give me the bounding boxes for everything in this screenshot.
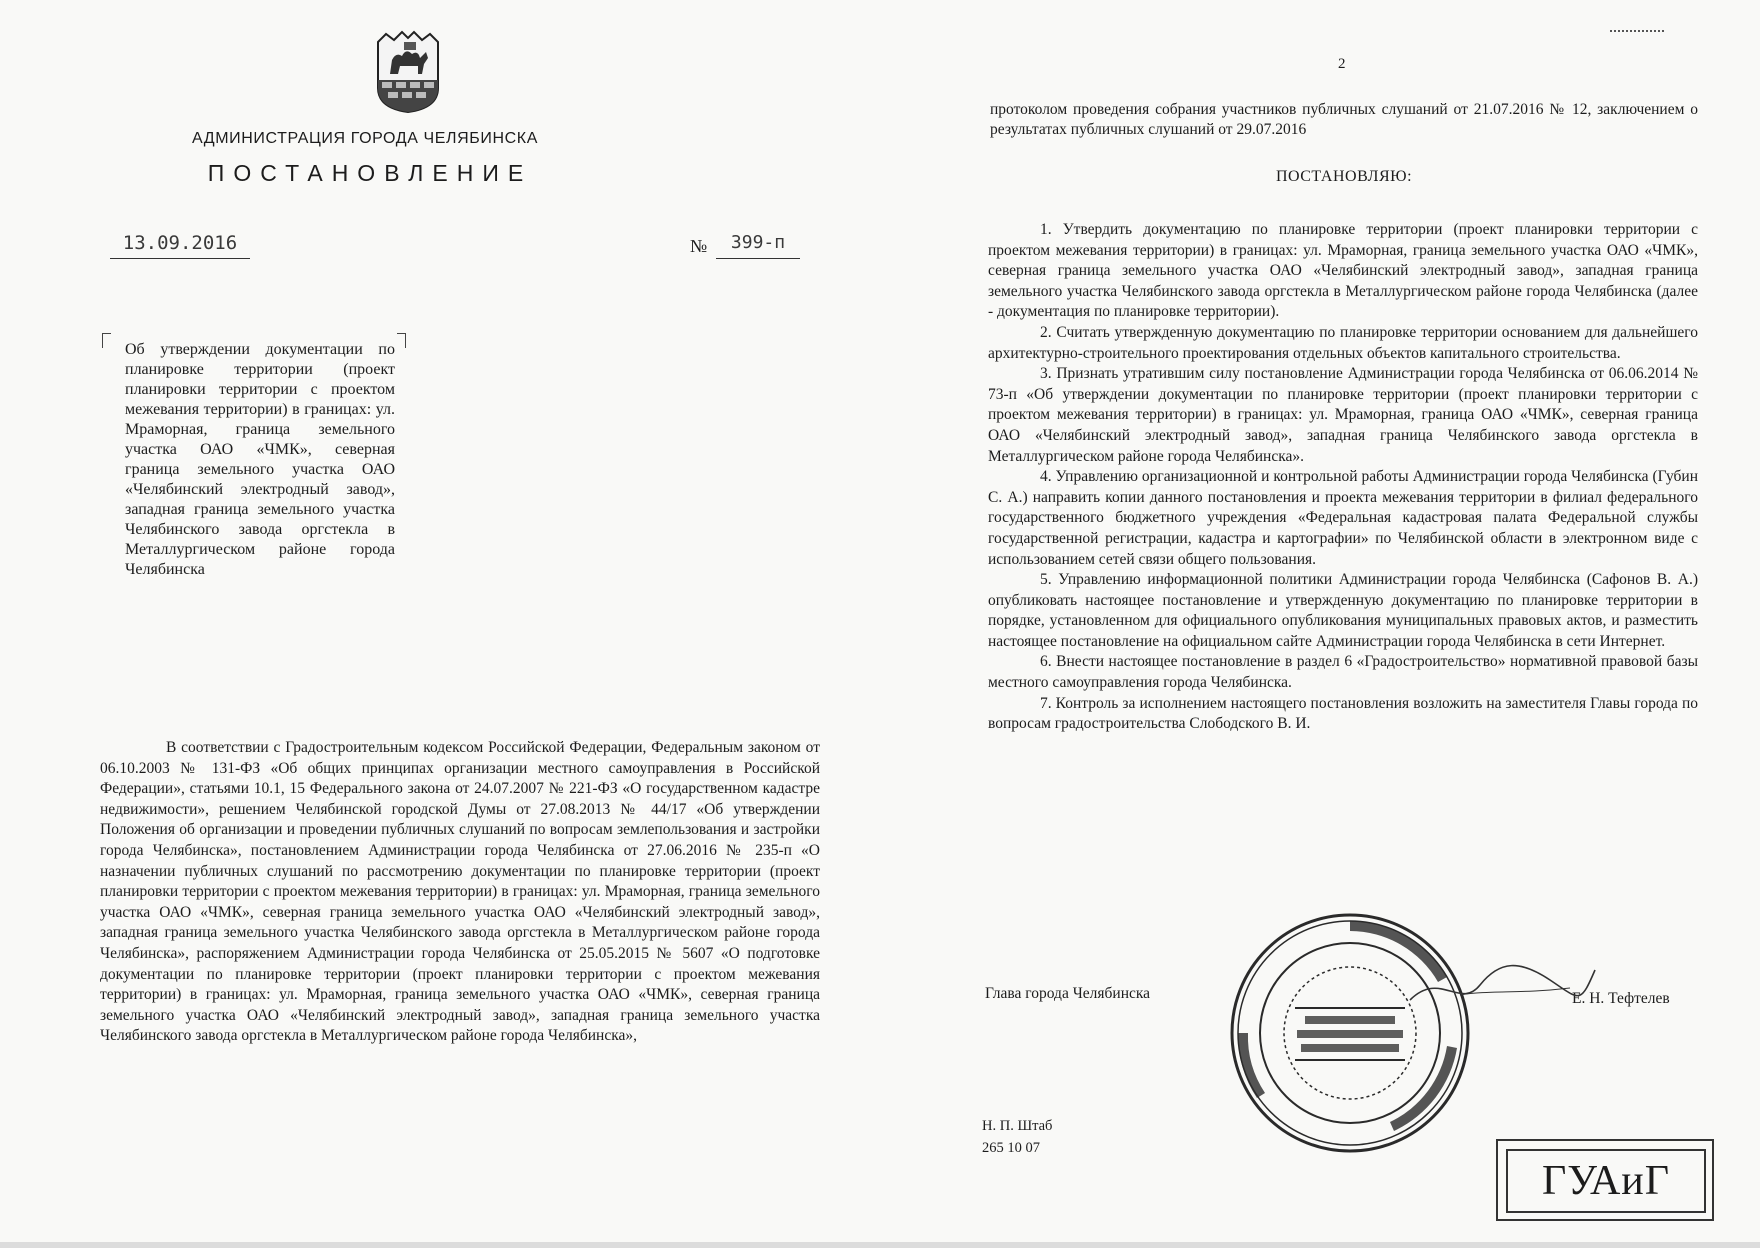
preamble-paragraph: В соответствии с Градостроительным кодексом Российской Федерации, Федеральным законом от 06.10.2003 № 131-ФЗ «Об общих принципах организации местного самоуправления в Российской Федерации», статьями 10.1, 15 Федерального закона от 24.07.2007 № 221-ФЗ «О государственном кадастре недвижимости», решением Челябинской городской Думы от 27.08.2013 № 44/17 «Об утверждении Положения об организации и проведении публичных слушаний по вопросам землепользования и застройки города Челябинска», постановлением Администрации города Челябинска от 27.06.2016 № 235-п «О назначении публичных слушаний по рассмотрению документации по планировке территории (проект планировки территории с проектом межевания территории) в границах: ул. Мраморная, граница земельного участка ОАО «ЧМК», северная граница земельного участка ОАО «Челябинский электродный завод», западная граница земельного участка Челябинского завода оргстекла в Металлургическом районе города Челябинска», распоряжением Администрации города Челябинска от 25.05.2015 № 5607 «О подготовке документации по планировке территории (проект планировки территории с проектом межевания территории) в границах: ул. Мраморная, граница земельного участка ОАО «ЧМК», северная граница земельного участка ОАО «Челябинский электродный завод», западная граница земельного участка Челябинского завода оргстекла в Металлургическом районе города Челябинска», [100,739,820,1045]
number-sign: № [690,236,708,256]
decree-item: 3. Признать утратившим силу постановление Администрации города Челябинска от 06.06.2014 № 73-п «Об утверждении документации по планировке территории (проект планировки территории с проектом межевания территории) в границах: ул. Мраморная, граница ОАО «ЧМК», северная граница ОАО «Челябинский электродный завод», западная граница Челябинского завода оргстекла в Металлургическом районе города Челябинска». [988,365,1698,465]
decree-item: 2. Считать утвержденную документацию по планировке территории основанием для дальнейшего архитектурно-строительного проектирования отдельных объектов капитального строительства. [988,323,1698,362]
scan-edge [0,1242,1760,1248]
document-number-field [690,232,810,258]
subject-bracket-left [102,333,111,348]
decree-item: 6. Внести настоящее постановление в раздел 6 «Градостроительство» нормативной правовой базы местного самоуправления города Челябинска. [988,653,1698,692]
department-stamp [1496,1139,1714,1221]
executor-name: Н. П. Штаб [982,1118,1053,1134]
document-subject: Об утверждении документации по планировке территории (проект планировки территории с проектом межевания территории) в границах: ул. Мраморная, граница земельного участка ОАО «ЧМК», северная граница земельного участка ОАО «Челябинский электродный завод», западная граница земельного участка Челябинского завода оргстекла в Металлургическом районе города Челябинска [125,341,395,578]
signatory-name: Е. Н. Тефтелев [1572,990,1670,1007]
document-number: 399-п [716,232,800,259]
decree-items [988,220,1698,735]
decree-item: 7. Контроль за исполнением настоящего постановления возложить на заместителя Главы города по вопросам градостроительства Слободского В. И. [988,694,1698,733]
preamble-continuation: протоколом проведения собрания участников публичных слушаний от 21.07.2016 № 12, заключением о результатах публичных слушаний от 29.07.2016 [990,101,1698,139]
decree-word: ПОСТАНОВЛЯЮ: [1275,168,1413,185]
decree-item: 1. Утвердить документацию по планировке территории (проект планировки территории с проектом межевания территории) в границах: ул. Мраморная, граница земельного участка ОАО «ЧМК», северная граница земельного участка ОАО «Челябинский электродный завод», западная граница земельного участка Челябинского завода оргстекла в Металлургическом районе города Челябинска (далее - документация по планировке территории). [988,221,1698,321]
department-stamp-text: ГУАиГ [1506,1149,1706,1213]
executor-phone: 265 10 07 [982,1140,1040,1156]
handwritten-signature [1400,950,1600,1020]
page-number: 2 [1338,56,1346,72]
document-date: 13.09.2016 [110,232,250,259]
administration-title: АДМИНИСТРАЦИЯ ГОРОДА ЧЕЛЯБИНСКА [192,130,538,147]
scan-mark [1610,30,1664,35]
decree-item: 5. Управлению информационной политики Администрации города Челябинска (Сафонов В. А.) опубликовать настоящее постановление и утвержденную документацию по планировке территории в порядке, установленном для официального опубликования муниципальных правовых актов, и разместить настоящее постановление на официальном сайте Администрации города Челябинска в сети Интернет. [988,571,1698,650]
document-type: ПОСТАНОВЛЕНИЕ [207,160,533,186]
decree-item: 4. Управлению организационной и контрольной работы Администрации города Челябинска (Губин С. А.) направить копии данного постановления и проекта межевания территории в филиал федерального государственного бюджетного учреждения «Федеральная кадастровая палата Федеральной службы государственной регистрации, кадастра и картографии» по Челябинской области в электронном виде с использованием сетей связи общего пользования. [988,468,1698,568]
subject-bracket-right [397,333,406,348]
signatory-title: Глава города Челябинска [985,985,1151,1002]
coat-of-arms-icon [370,30,446,114]
official-seal-icon [1225,908,1475,1158]
